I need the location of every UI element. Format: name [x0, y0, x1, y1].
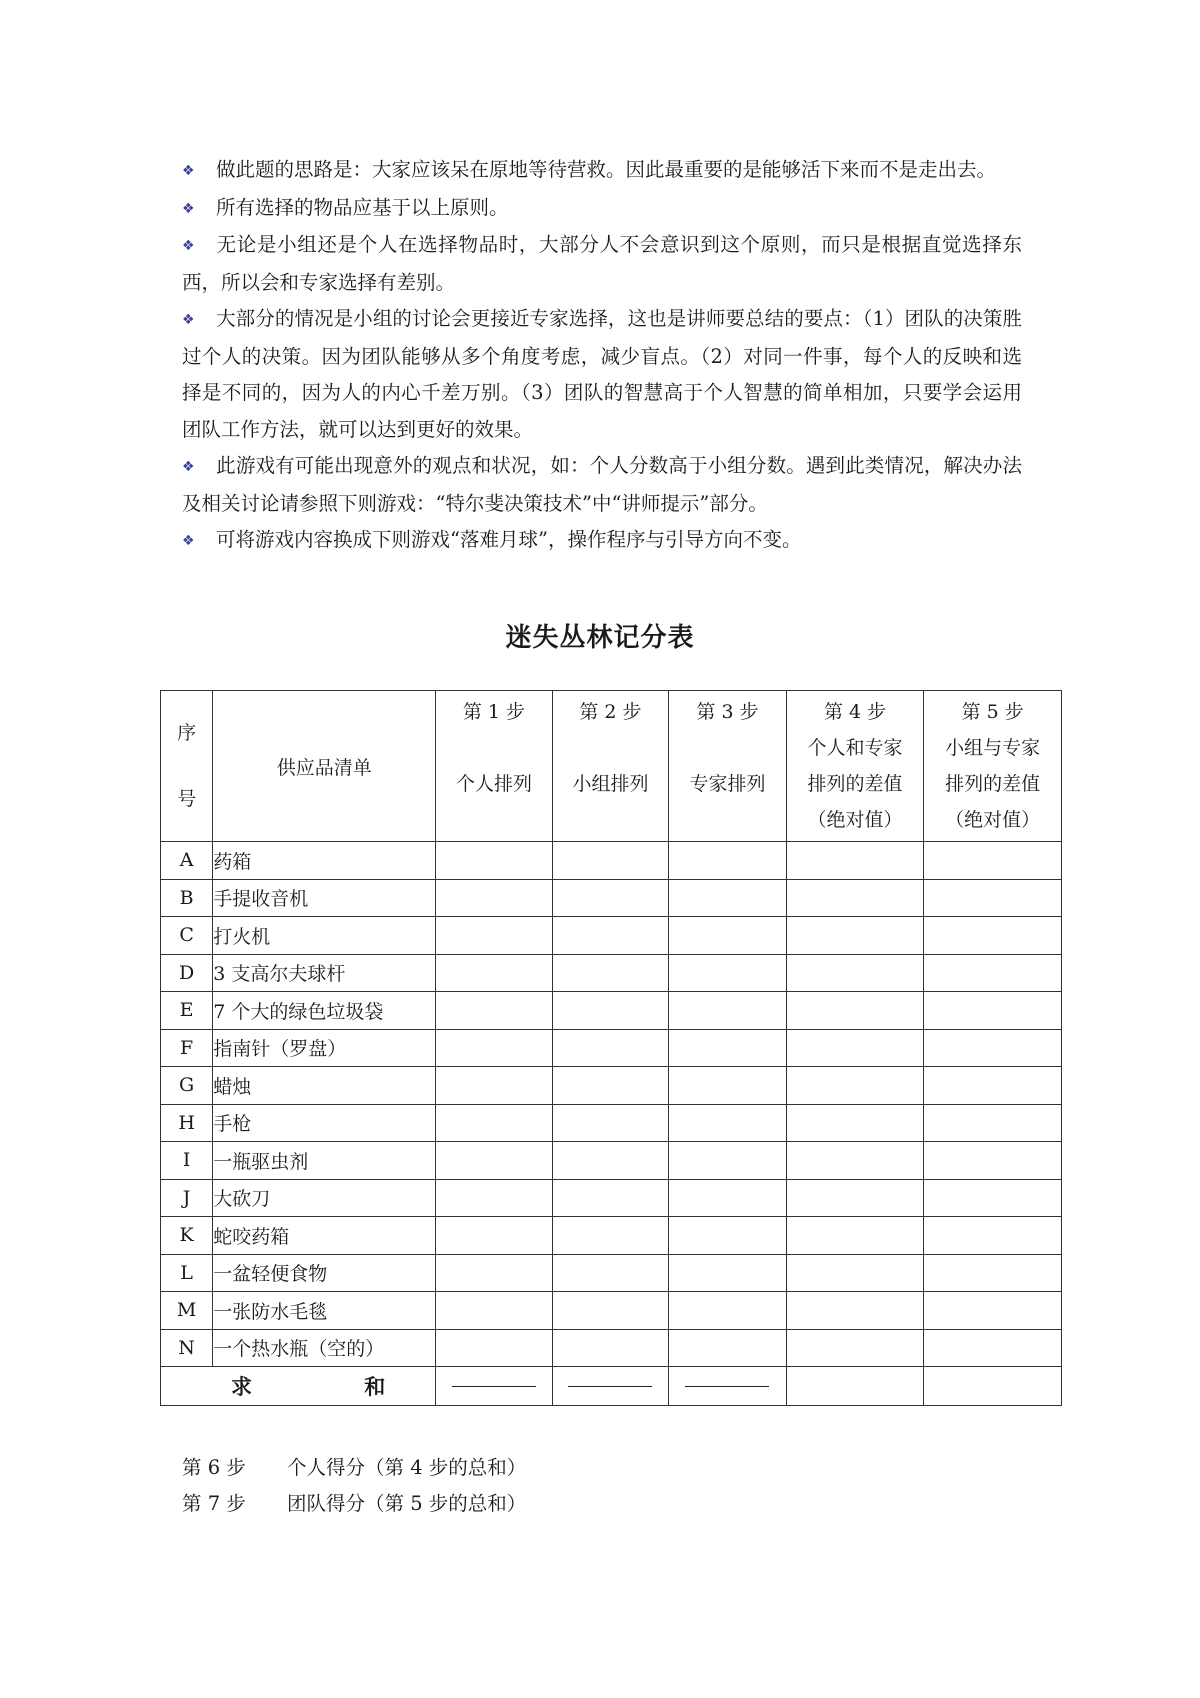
rank-cell-step2[interactable]: [552, 954, 669, 992]
row-code: A: [161, 842, 213, 880]
rank-cell-step1[interactable]: [436, 1254, 553, 1292]
rank-cell-step5[interactable]: [924, 1179, 1062, 1217]
step5-header: 第 5 步 小组与专家 排列的差值 （绝对值）: [924, 691, 1062, 842]
score-table: [160, 690, 1062, 1406]
rank-cell-step4[interactable]: [786, 1217, 924, 1255]
row-code: H: [161, 1104, 213, 1142]
dash-line: [685, 1386, 769, 1387]
rank-cell-step5[interactable]: [924, 1067, 1062, 1105]
rank-cell-step4[interactable]: [786, 1142, 924, 1180]
rank-cell-step4[interactable]: [786, 1254, 924, 1292]
rank-cell-step1[interactable]: [436, 1104, 553, 1142]
step-line: 第 7 步 团队得分（第 5 步的总和）: [182, 1492, 527, 1515]
row-code: N: [161, 1329, 213, 1367]
row-item: 药箱: [213, 842, 436, 880]
rank-cell-step5[interactable]: [924, 992, 1062, 1030]
score-steps: [182, 1450, 526, 1522]
rank-cell-step3[interactable]: [669, 954, 787, 992]
rank-cell-step4[interactable]: [786, 1104, 924, 1142]
rank-cell-step4[interactable]: [786, 992, 924, 1030]
row-item: 蛇咬药箱: [213, 1217, 436, 1255]
row-item: 手提收音机: [213, 879, 436, 917]
table-row: [161, 1029, 1062, 1067]
table-row: [161, 1217, 1062, 1255]
rank-cell-step4[interactable]: [786, 1029, 924, 1067]
table-row: [161, 992, 1062, 1030]
rank-cell-step3[interactable]: [669, 1104, 787, 1142]
row-code: I: [161, 1142, 213, 1180]
row-code: C: [161, 917, 213, 955]
row-code: M: [161, 1292, 213, 1330]
rank-cell-step4[interactable]: [786, 1067, 924, 1105]
row-code: E: [161, 992, 213, 1030]
sum-row: [161, 1367, 1062, 1406]
row-item: 手枪: [213, 1104, 436, 1142]
table-row: [161, 1142, 1062, 1180]
instruction-item: ❖ 无论是小组还是个人在选择物品时，大部分人不会意识到这个原则，而只是根据直觉选择东西，所以会和专家选择有差别。: [182, 227, 1022, 301]
rank-cell-step2[interactable]: [552, 879, 669, 917]
instruction-item: ❖ 此游戏有可能出现意外的观点和状况，如：个人分数高于小组分数。遇到此类情况，解决办法及相关讨论请参照下则游戏：“特尔斐决策技术”中“讲师提示”部分。: [182, 448, 1022, 522]
dash-line: [568, 1386, 652, 1387]
rank-cell-step5[interactable]: [924, 954, 1062, 992]
row-item: 蜡烛: [213, 1067, 436, 1105]
item-header: 供应品清单: [213, 691, 436, 842]
dash-line: [452, 1386, 536, 1387]
diamond-bullet-icon: ❖: [182, 533, 195, 549]
table-row: [161, 1292, 1062, 1330]
step4-header: 第 4 步 个人和专家 排列的差值 （绝对值）: [786, 691, 924, 842]
row-item: 3 支高尔夫球杆: [213, 954, 436, 992]
diamond-bullet-icon: ❖: [182, 238, 195, 254]
rank-cell-step2[interactable]: [552, 917, 669, 955]
rank-cell-step3[interactable]: [669, 1142, 787, 1180]
diamond-bullet-icon: ❖: [182, 200, 195, 217]
rank-cell-step3[interactable]: [669, 1029, 787, 1067]
table-row: [161, 842, 1062, 880]
rank-cell-step5[interactable]: [924, 1104, 1062, 1142]
rank-cell-step2[interactable]: [552, 1067, 669, 1105]
rank-cell-step3[interactable]: [669, 992, 787, 1030]
table-row: [161, 1067, 1062, 1105]
rank-cell-step5[interactable]: [924, 1142, 1062, 1180]
row-item: 一瓶驱虫剂: [213, 1142, 436, 1180]
step2-header: 第 2 步 小组排列: [552, 691, 669, 842]
row-item: 一个热水瓶（空的）: [213, 1329, 436, 1367]
step3-header: 第 3 步 专家排列: [669, 691, 787, 842]
rank-cell-step1[interactable]: [436, 1292, 553, 1330]
rank-cell-step1[interactable]: [436, 1329, 553, 1367]
rank-cell-step5[interactable]: [924, 879, 1062, 917]
table-row: [161, 954, 1062, 992]
rank-cell-step1[interactable]: [436, 954, 553, 992]
rank-cell-step4[interactable]: [786, 954, 924, 992]
rank-cell-step2[interactable]: [552, 1104, 669, 1142]
row-item: 大砍刀: [213, 1179, 436, 1217]
row-code: B: [161, 879, 213, 917]
rank-cell-step1[interactable]: [436, 1029, 553, 1067]
rank-cell-step5[interactable]: [924, 1217, 1062, 1255]
row-code: F: [161, 1029, 213, 1067]
rank-cell-step2[interactable]: [552, 1254, 669, 1292]
step-line: 第 6 步 个人得分（第 4 步的总和）: [182, 1456, 527, 1479]
seq-header: 序 号: [161, 691, 213, 842]
row-code: J: [161, 1179, 213, 1217]
rank-cell-step3[interactable]: [669, 842, 787, 880]
rank-cell-step3[interactable]: [669, 1292, 787, 1330]
rank-cell-step3[interactable]: [669, 1329, 787, 1367]
rank-cell-step2[interactable]: [552, 1142, 669, 1180]
rank-cell-step3[interactable]: [669, 1067, 787, 1105]
sum-step2-cell: [552, 1367, 669, 1406]
rank-cell-step1[interactable]: [436, 992, 553, 1030]
row-item: 7 个大的绿色垃圾袋: [213, 992, 436, 1030]
rank-cell-step4[interactable]: [786, 917, 924, 955]
rank-cell-step2[interactable]: [552, 1217, 669, 1255]
table-row: [161, 1179, 1062, 1217]
row-item: 一张防水毛毯: [213, 1292, 436, 1330]
row-code: D: [161, 954, 213, 992]
rank-cell-step1[interactable]: [436, 842, 553, 880]
instruction-item: ❖ 做此题的思路是：大家应该呆在原地等待营救。因此最重要的是能够活下来而不是走出去。: [182, 152, 1022, 190]
row-item: 一盆轻便食物: [213, 1254, 436, 1292]
row-code: K: [161, 1217, 213, 1255]
table-row: [161, 879, 1062, 917]
rank-cell-step1[interactable]: [436, 879, 553, 917]
row-code: G: [161, 1067, 213, 1105]
page-title: 迷失丛林记分表: [505, 623, 695, 653]
rank-cell-step4[interactable]: [786, 1329, 924, 1367]
rank-cell-step1[interactable]: [436, 1179, 553, 1217]
diamond-bullet-icon: ❖: [182, 312, 195, 328]
rank-cell-step4[interactable]: [786, 842, 924, 880]
table-row: [161, 1329, 1062, 1367]
table-row: [161, 917, 1062, 955]
rank-cell-step5[interactable]: [924, 1029, 1062, 1067]
rank-cell-step3[interactable]: [669, 1254, 787, 1292]
sum-step3-cell: [669, 1367, 787, 1406]
sum-label-cell: 求 和: [161, 1367, 436, 1406]
instructions-list: [182, 152, 1022, 560]
rank-cell-step2[interactable]: [552, 1292, 669, 1330]
rank-cell-step5[interactable]: [924, 917, 1062, 955]
instruction-item: ❖ 大部分的情况是小组的讨论会更接近专家选择，这也是讲师要总结的要点：（1）团队的决策胜过个人的决策。因为团队能够从多个角度考虑，减少盲点。（2）对同一件事，每个人的反映和选择是不同的，因为人的内心千差万别。（3）团队的智慧高于个人智慧的简单相加，只要学会运用团队工作方法，就可以达到更好的效果。: [182, 301, 1022, 448]
table-row: [161, 1254, 1062, 1292]
rank-cell-step4[interactable]: [786, 879, 924, 917]
rank-cell-step1[interactable]: [436, 1217, 553, 1255]
rank-cell-step4[interactable]: [786, 1179, 924, 1217]
instruction-item: ❖ 所有选择的物品应基于以上原则。: [182, 190, 1022, 228]
row-item: 指南针（罗盘）: [213, 1029, 436, 1067]
table-row: [161, 1104, 1062, 1142]
rank-cell-step5[interactable]: [924, 1254, 1062, 1292]
instruction-item: ❖ 可将游戏内容换成下则游戏“落难月球”，操作程序与引导方向不变。: [182, 522, 1022, 560]
rank-cell-step4[interactable]: [786, 1292, 924, 1330]
row-code: L: [161, 1254, 213, 1292]
rank-cell-step2[interactable]: [552, 1179, 669, 1217]
diamond-bullet-icon: ❖: [182, 459, 195, 475]
rank-cell-step3[interactable]: [669, 1179, 787, 1217]
rank-cell-step2[interactable]: [552, 992, 669, 1030]
rank-cell-step5[interactable]: [924, 842, 1062, 880]
sum-step1-cell: [436, 1367, 553, 1406]
rank-cell-step3[interactable]: [669, 879, 787, 917]
rank-cell-step3[interactable]: [669, 1217, 787, 1255]
rank-cell-step5[interactable]: [924, 1292, 1062, 1330]
rank-cell-step5[interactable]: [924, 1329, 1062, 1367]
sum-step4-cell[interactable]: [786, 1367, 924, 1406]
rank-cell-step2[interactable]: [552, 1029, 669, 1067]
rank-cell-step3[interactable]: [669, 917, 787, 955]
table-header-row: [161, 691, 1062, 842]
row-item: 打火机: [213, 917, 436, 955]
rank-cell-step2[interactable]: [552, 842, 669, 880]
rank-cell-step1[interactable]: [436, 1142, 553, 1180]
step1-header: 第 1 步 个人排列: [436, 691, 553, 842]
rank-cell-step1[interactable]: [436, 1067, 553, 1105]
diamond-bullet-icon: ❖: [182, 163, 195, 179]
sum-step5-cell[interactable]: [924, 1367, 1062, 1406]
rank-cell-step1[interactable]: [436, 917, 553, 955]
rank-cell-step2[interactable]: [552, 1329, 669, 1367]
